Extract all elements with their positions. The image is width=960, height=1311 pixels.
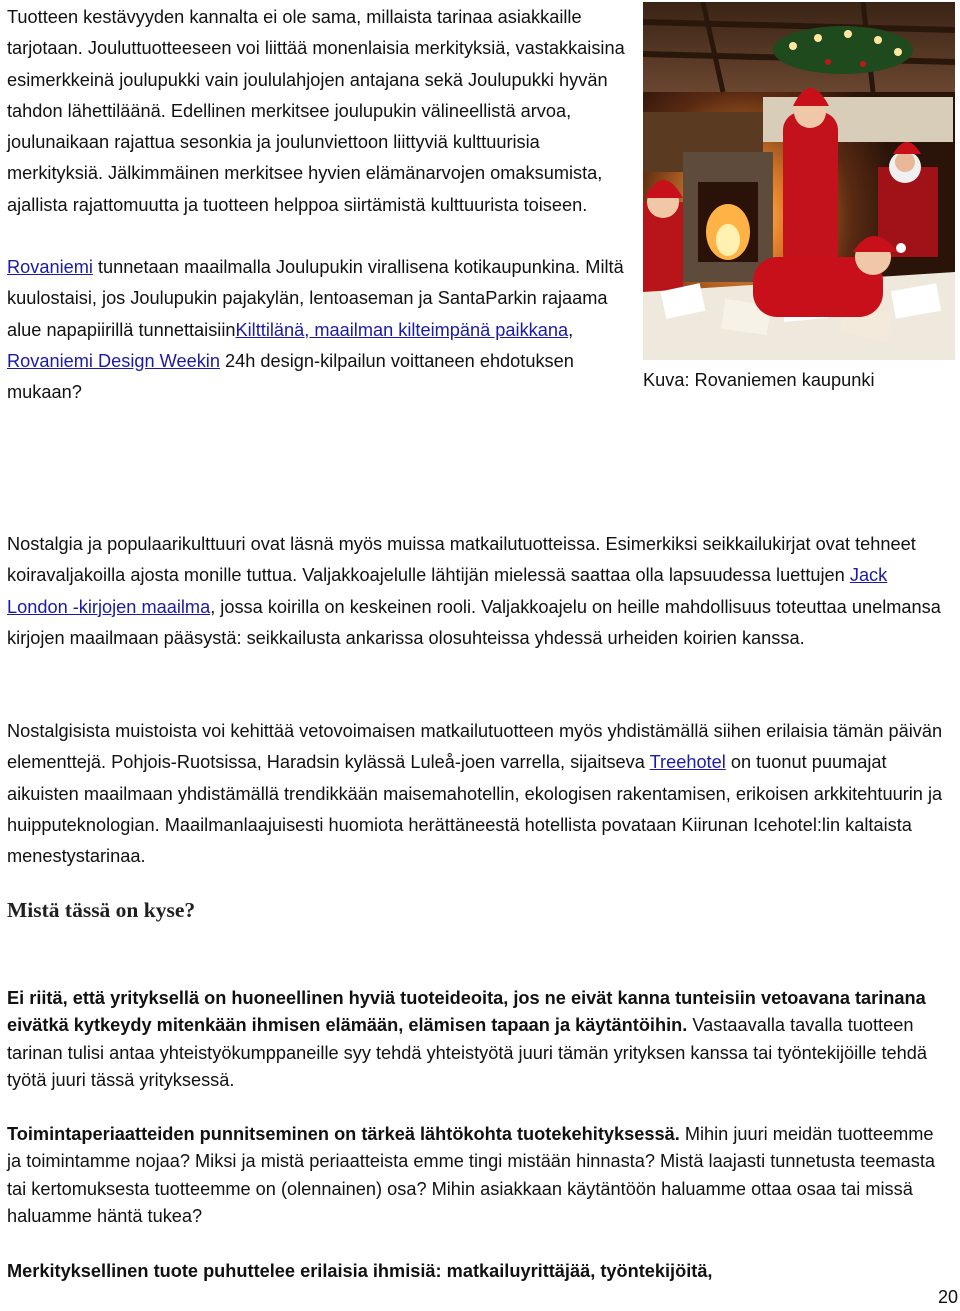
page-number: 20 xyxy=(937,1287,958,1307)
principles-bold-text: Toimintaperiaatteiden punnitseminen on tärkeä lähtökohta tuotekehityksessä. xyxy=(7,1124,680,1144)
treehotel-text-2: on tuonut puumajat aikuisten maailmaan yhdistämällä trendikkään maisemahotellin, ekologisen rakentamisen, erikoisen arkkitehtuurin ja huipputeknologian. Maailmanlaajuisesti huomiota herättäneestä hotellista povataan Kiirunan Icehotel:lin kaltaista menestystarinaa. xyxy=(7,752,943,867)
ideas-paragraph xyxy=(7,985,947,1095)
ideas-text: Vastaavalla tavalla tuotteen tarinan tulisi antaa yhteistyökumppaneille syy tehdä yhteistyötä juuri tämän yrityksen kanssa tai työntekijöille tehdä työtä juuri tässä yrityksessä. xyxy=(7,1015,927,1091)
treehotel-paragraph xyxy=(7,716,947,872)
rovaniemi-text-1: tunnetaan maailmalla Joulupukin virallisena kotikaupunkina. Miltä kuulostaisi, jos Joulupukin pajakylän, lentoaseman ja SantaParkin rajaama alue napapiirillä tunnettaisiin xyxy=(7,257,624,340)
kilttila-link[interactable]: Kilttilänä, maailman kilteimpänä paikkana xyxy=(235,319,569,340)
principles-paragraph xyxy=(7,1121,947,1231)
rovaniemi-paragraph xyxy=(7,252,637,408)
nostalgia-text-1: Nostalgia ja populaarikulttuuri ovat läsnä myös muissa matkailutuotteissa. Esimerkiksi seikkailukirjat ovat tehneet koiravaljakoilla ajosta monille tuttua. Valjakkoajelulle lähtijän mielessä saattaa olla lapsuudessa luettujen xyxy=(7,534,916,586)
rovaniemi-text-2: , xyxy=(568,319,574,340)
intro-text-column xyxy=(7,2,637,409)
section-heading: Mistä tässä on kyse? xyxy=(7,898,196,922)
nostalgia-paragraph xyxy=(7,529,947,654)
intro-paragraph: Tuotteen kestävyyden kannalta ei ole sama, millaista tarinaa asiakkaille tarjotaan. Jouluttuotteeseen voi liittää monenlaisia merkityksiä, vastakkaisina esimerkkeinä joulupukki vain joululahjojen antajana sekä Joulupukki hyvän tahdon lähettiläänä. Edellinen merkitsee joulupukin välineellistä arvoa, joulunaikaan rajattua sesonkia ja joulunviettoon liittyviä kulttuurisia merkityksiä. Jälkimmäinen merkitsee hyvien elämänarvojen omaksumista, ajallista rajattomuutta ja tuotteen helppoa siirtämistä kulttuurista toiseen. xyxy=(7,7,625,215)
photo-caption: Kuva: Rovaniemen kaupunki xyxy=(643,370,875,390)
treehotel-link[interactable]: Treehotel xyxy=(649,752,726,773)
treehotel-text-1: Nostalgisista muistoista voi kehittää vetovoimaisen matkailutuotteen myös yhdistämällä siihen erilaisia tämän päivän elementtejä. Pohjois-Ruotsissa, Haradsin kylässä Luleå-joen varrella, sijaitseva xyxy=(7,721,943,773)
meaningful-paragraph xyxy=(7,1258,947,1285)
santa-office-photo xyxy=(643,2,955,360)
design-week-link[interactable]: Rovaniemi Design Weekin xyxy=(7,350,220,371)
ideas-bold-text: Ei riitä, että yrityksellä on huoneellinen hyviä tuoteideoita, jos ne eivät kanna tunteisiin vetoavana tarinana eivätkä kytkeydy mitenkään ihmisen elämään, elämisen tapaan ja käytäntöihin. xyxy=(7,988,926,1036)
meaningful-bold-text: Merkityksellinen tuote puhuttelee erilaisia ihmisiä: matkailuyrittäjää, työntekijöitä, xyxy=(7,1261,713,1281)
principles-text: Mihin juuri meidän tuotteemme ja toimintamme nojaa? Miksi ja mistä periaatteista emme tingi mistään hinnasta? Mistä laajasti tunnetusta teemasta tai kertomuksesta tuotteemme on (olennainen) osa? Mihin asiakkaan käytäntöön haluamme ottaa osaa tai missä haluamme häntä tukea? xyxy=(7,1124,935,1227)
rovaniemi-link[interactable]: Rovaniemi xyxy=(7,257,93,278)
jack-london-link[interactable]: Jack London -kirjojen maailma xyxy=(7,565,888,617)
rovaniemi-text-3: 24h design-kilpailun voittaneen ehdotuksen mukaan? xyxy=(7,350,574,403)
nostalgia-text-2: , jossa koirilla on keskeinen rooli. Valjakkoajelu on heille mahdollisuus toteuttaa unelmansa kirjojen maailmaan pääsystä: seikkailusta ankarissa olosuhteissa yhdessä urheiden koirien kanssa. xyxy=(7,596,941,648)
